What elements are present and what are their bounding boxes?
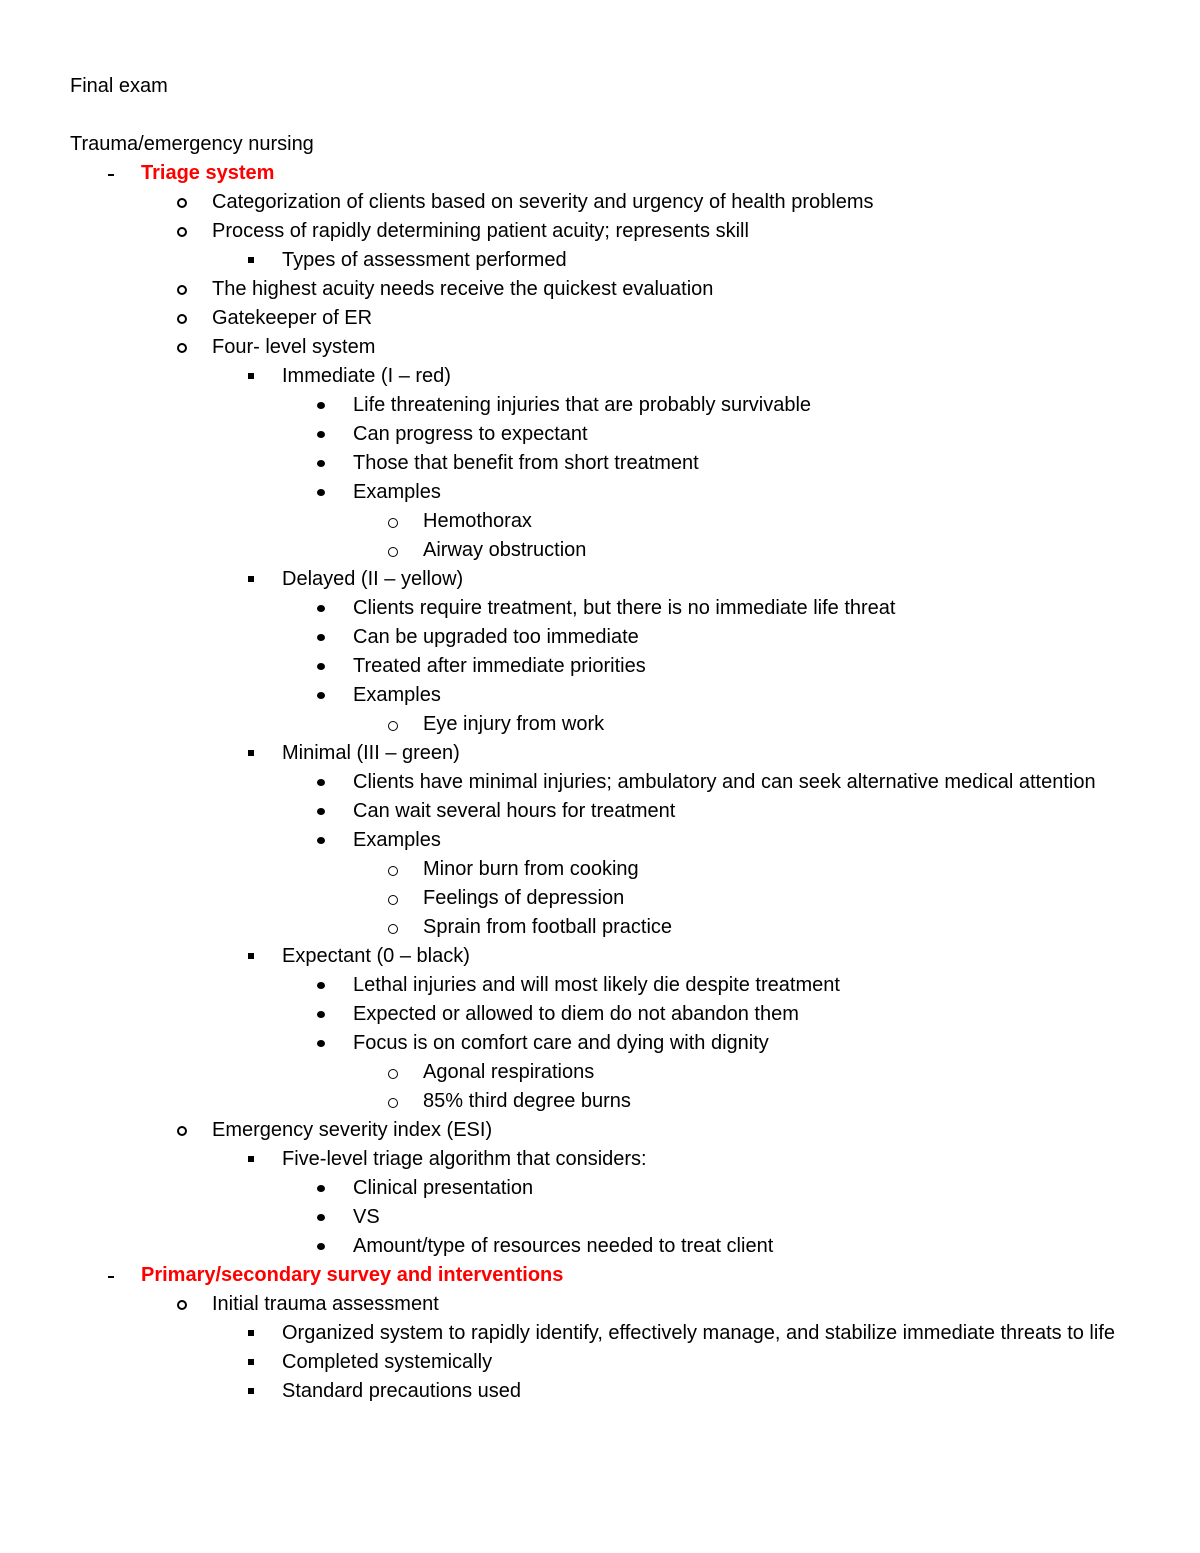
outline-item-level-2 — [70, 942, 1140, 971]
outline-item-level-3 — [70, 420, 1140, 449]
dot-bullet-icon — [317, 478, 331, 507]
outline-item-text: Hemothorax — [423, 510, 532, 532]
dot-bullet-icon — [317, 420, 331, 449]
outline-item-text: Completed systemically — [282, 1351, 493, 1373]
outline-item-level-0 — [70, 159, 1140, 188]
square-bullet-icon — [247, 1377, 261, 1406]
outline-item-level-1 — [70, 1116, 1140, 1145]
outline-item-text: Five-level triage algorithm that considers: — [282, 1148, 647, 1170]
outline-item-text: 85% third degree burns — [423, 1090, 631, 1112]
outline-item-text: Immediate (I – red) — [282, 365, 451, 387]
circle-bullet-icon — [388, 913, 402, 942]
outline-item-level-2 — [70, 1348, 1140, 1377]
circle-bullet-icon — [388, 1058, 402, 1087]
outline-item-text: Eye injury from work — [423, 713, 605, 735]
outline-item-text: Lethal injuries and will most likely die despite treatment — [353, 974, 840, 996]
dot-bullet-icon — [317, 1000, 331, 1029]
outline-item-level-1 — [70, 275, 1140, 304]
dot-bullet-icon — [317, 623, 331, 652]
outline-item-level-2 — [70, 1319, 1140, 1348]
outline-item-level-3 — [70, 1203, 1140, 1232]
outline-item-level-2 — [70, 362, 1140, 391]
spacer — [70, 101, 1140, 130]
ring-bullet-icon — [176, 1116, 190, 1145]
square-bullet-icon — [247, 362, 261, 391]
outline-item-level-4 — [70, 855, 1140, 884]
dot-bullet-icon — [317, 391, 331, 420]
outline-item-level-2 — [70, 739, 1140, 768]
outline-item-text: Treated after immediate priorities — [353, 655, 646, 677]
outline-item-level-2 — [70, 1145, 1140, 1174]
outline-item-level-1 — [70, 333, 1140, 362]
outline-item-text: Standard precautions used — [282, 1380, 522, 1402]
outline-item-level-3 — [70, 681, 1140, 710]
outline-item-text: Amount/type of resources needed to treat client — [353, 1235, 774, 1257]
outline-item-level-3 — [70, 623, 1140, 652]
outline-item-text: Primary/secondary survey and interventions — [141, 1264, 564, 1286]
dash-bullet-icon — [105, 159, 119, 188]
dot-bullet-icon — [317, 681, 331, 710]
document-title: Final exam — [70, 75, 168, 97]
square-bullet-icon — [247, 1348, 261, 1377]
outline-item-text: Minimal (III – green) — [282, 742, 460, 764]
outline-item-level-3 — [70, 826, 1140, 855]
outline-item-level-1 — [70, 217, 1140, 246]
outline-item-level-3 — [70, 391, 1140, 420]
outline-item-level-3 — [70, 1029, 1140, 1058]
ring-bullet-icon — [176, 304, 190, 333]
dot-bullet-icon — [317, 1174, 331, 1203]
circle-bullet-icon — [388, 507, 402, 536]
outline-item-text: Focus is on comfort care and dying with dignity — [353, 1032, 769, 1054]
dot-bullet-icon — [317, 449, 331, 478]
dot-bullet-icon — [317, 1232, 331, 1261]
outline-item-text: Examples — [353, 481, 441, 503]
outline-item-text: Gatekeeper of ER — [212, 307, 373, 329]
outline-list — [70, 159, 1140, 1406]
outline-item-text: Initial trauma assessment — [212, 1293, 439, 1315]
dash-bullet-icon — [105, 1261, 119, 1290]
outline-item-text: Four- level system — [212, 336, 376, 358]
outline-item-level-4 — [70, 1058, 1140, 1087]
outline-item-level-3 — [70, 594, 1140, 623]
outline-item-text: Categorization of clients based on severity and urgency of health problems — [212, 191, 874, 213]
outline-item-text: Can wait several hours for treatment — [353, 800, 676, 822]
outline-item-level-4 — [70, 884, 1140, 913]
circle-bullet-icon — [388, 710, 402, 739]
outline-item-text: Airway obstruction — [423, 539, 587, 561]
ring-bullet-icon — [176, 275, 190, 304]
outline-item-level-4 — [70, 507, 1140, 536]
outline-item-text: Types of assessment performed — [282, 249, 567, 271]
outline-item-level-4 — [70, 710, 1140, 739]
ring-bullet-icon — [176, 1290, 190, 1319]
dot-bullet-icon — [317, 1029, 331, 1058]
outline-item-level-2 — [70, 565, 1140, 594]
outline-item-text: Life threatening injuries that are probably survivable — [353, 394, 812, 416]
dot-bullet-icon — [317, 797, 331, 826]
outline-item-level-3 — [70, 768, 1140, 797]
outline-item-text: Feelings of depression — [423, 887, 625, 909]
ring-bullet-icon — [176, 217, 190, 246]
outline-item-text: Examples — [353, 829, 441, 851]
outline-item-text: Organized system to rapidly identify, effectively manage, and stabilize immediate threats to life — [282, 1322, 1115, 1344]
outline-item-text: Clients require treatment, but there is no immediate life threat — [353, 597, 896, 619]
outline-item-level-3 — [70, 1232, 1140, 1261]
outline-item-level-3 — [70, 971, 1140, 1000]
outline-item-level-4 — [70, 913, 1140, 942]
outline-item-text: Sprain from football practice — [423, 916, 673, 938]
circle-bullet-icon — [388, 1087, 402, 1116]
outline-item-level-2 — [70, 246, 1140, 275]
circle-bullet-icon — [388, 855, 402, 884]
square-bullet-icon — [247, 565, 261, 594]
outline-item-level-1 — [70, 188, 1140, 217]
square-bullet-icon — [247, 739, 261, 768]
outline-item-text: Minor burn from cooking — [423, 858, 639, 880]
dot-bullet-icon — [317, 826, 331, 855]
dot-bullet-icon — [317, 971, 331, 1000]
outline-item-text: Clients have minimal injuries; ambulatory and can seek alternative medical attention — [353, 771, 1096, 793]
dot-bullet-icon — [317, 594, 331, 623]
circle-bullet-icon — [388, 536, 402, 565]
dot-bullet-icon — [317, 768, 331, 797]
section-heading: Trauma/emergency nursing — [70, 133, 314, 155]
outline-item-text: Can be upgraded too immediate — [353, 626, 639, 648]
outline-item-level-3 — [70, 1174, 1140, 1203]
outline-item-level-3 — [70, 652, 1140, 681]
outline-item-text: Delayed (II – yellow) — [282, 568, 464, 590]
dot-bullet-icon — [317, 1203, 331, 1232]
outline-item-text: Agonal respirations — [423, 1061, 595, 1083]
square-bullet-icon — [247, 246, 261, 275]
outline-item-level-1 — [70, 1290, 1140, 1319]
outline-item-text: Emergency severity index (ESI) — [212, 1119, 493, 1141]
outline-item-text: Can progress to expectant — [353, 423, 588, 445]
outline-item-level-3 — [70, 449, 1140, 478]
square-bullet-icon — [247, 1319, 261, 1348]
outline-item-level-3 — [70, 797, 1140, 826]
outline-item-text: Expected or allowed to diem do not abandon them — [353, 1003, 799, 1025]
document-page — [70, 72, 1140, 1406]
outline-item-level-1 — [70, 304, 1140, 333]
ring-bullet-icon — [176, 188, 190, 217]
outline-item-text: Expectant (0 – black) — [282, 945, 470, 967]
outline-item-text: Examples — [353, 684, 441, 706]
outline-item-level-2 — [70, 1377, 1140, 1406]
outline-item-level-3 — [70, 478, 1140, 507]
ring-bullet-icon — [176, 333, 190, 362]
outline-item-level-4 — [70, 536, 1140, 565]
outline-item-level-4 — [70, 1087, 1140, 1116]
outline-item-text: Process of rapidly determining patient acuity; represents skill — [212, 220, 749, 242]
outline-item-text: Triage system — [141, 162, 275, 184]
outline-item-text: VS — [353, 1206, 380, 1228]
outline-item-level-3 — [70, 1000, 1140, 1029]
outline-item-level-0 — [70, 1261, 1140, 1290]
circle-bullet-icon — [388, 884, 402, 913]
square-bullet-icon — [247, 1145, 261, 1174]
outline-item-text: Those that benefit from short treatment — [353, 452, 699, 474]
outline-item-text: Clinical presentation — [353, 1177, 534, 1199]
outline-item-text: The highest acuity needs receive the quickest evaluation — [212, 278, 714, 300]
square-bullet-icon — [247, 942, 261, 971]
dot-bullet-icon — [317, 652, 331, 681]
